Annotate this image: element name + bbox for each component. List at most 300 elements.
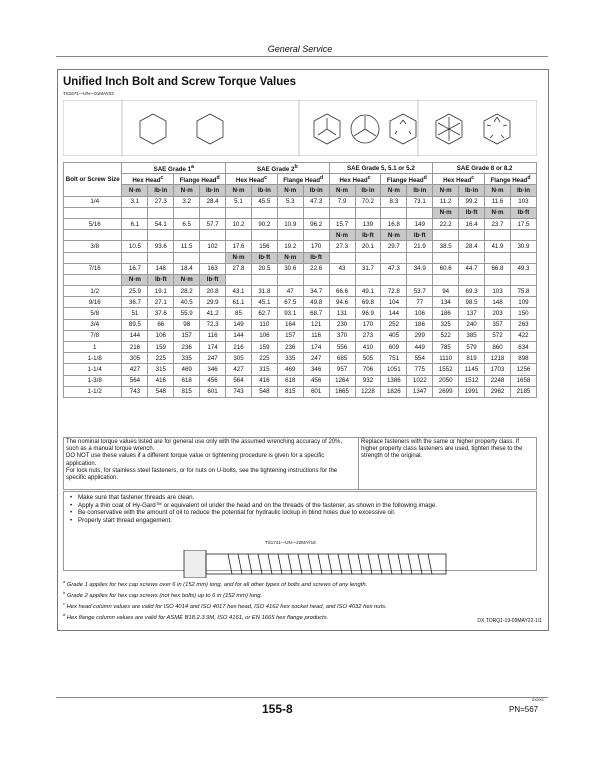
value-cell: 149 (226, 319, 252, 330)
empty-cell (459, 230, 485, 241)
value-cell: 22.2 (433, 218, 459, 229)
value-cell: 159 (251, 342, 277, 353)
empty-cell (200, 252, 226, 263)
empty-cell (277, 230, 303, 241)
table-row (64, 218, 537, 229)
unit-cell: N·m (122, 274, 148, 285)
value-cell: 27.1 (148, 297, 174, 308)
value-cell: 16.8 (381, 218, 407, 229)
value-cell: 2050 (433, 375, 459, 386)
value-cell: 601 (303, 386, 329, 397)
value-cell: 554 (407, 353, 433, 364)
unit-cell: N·m (226, 252, 252, 263)
value-cell: 57.7 (200, 218, 226, 229)
value-cell: 109 (510, 297, 536, 308)
unit-cell: lb·in (355, 185, 381, 196)
value-cell: 34.7 (303, 286, 329, 297)
value-cell: 427 (122, 364, 148, 375)
value-cell: 94.6 (329, 297, 355, 308)
value-cell: 634 (510, 342, 536, 353)
value-cell: 743 (122, 386, 148, 397)
value-cell: 548 (251, 386, 277, 397)
value-cell: 148 (148, 263, 174, 274)
empty-cell (485, 274, 511, 285)
size-cell: 5/8 (64, 308, 122, 319)
value-cell: 41.9 (485, 241, 511, 252)
value-cell: 1658 (510, 375, 536, 386)
list-item: • Apply a thin coat of Hy-Gard™ or equivalent oil under the head and on the threads of the fastener, as shown in the following image. (78, 502, 536, 510)
value-cell: 252 (381, 319, 407, 330)
value-cell: 163 (200, 263, 226, 274)
value-cell: 164 (277, 319, 303, 330)
value-cell: 706 (355, 364, 381, 375)
empty-cell (277, 207, 303, 218)
value-cell: 27.8 (226, 263, 252, 274)
running-header: General Service (267, 44, 333, 54)
table-row (64, 319, 537, 330)
empty-cell (174, 230, 200, 241)
empty-cell (251, 230, 277, 241)
value-cell: 19.1 (148, 286, 174, 297)
value-cell: 121 (303, 319, 329, 330)
value-cell: 29.9 (200, 297, 226, 308)
value-cell: 70.2 (355, 196, 381, 207)
value-cell: 1228 (355, 386, 381, 397)
value-cell: 427 (226, 364, 252, 375)
value-cell: 22.6 (303, 263, 329, 274)
value-cell: 1022 (407, 375, 433, 386)
value-cell: 216 (226, 342, 252, 353)
size-cell: 3/8 (64, 241, 122, 252)
grade-header: SAE Grade 1$^a$ (122, 163, 226, 174)
empty-cell (433, 274, 459, 285)
unit-cell: N·m (381, 185, 407, 196)
value-cell: 1665 (329, 386, 355, 397)
value-cell: 469 (277, 364, 303, 375)
value-cell: 335 (277, 353, 303, 364)
value-cell: 49.3 (510, 263, 536, 274)
empty-cell (64, 230, 122, 241)
table-row (64, 342, 537, 353)
value-cell: 170 (303, 241, 329, 252)
value-cell: 299 (407, 330, 433, 341)
value-cell: 1347 (407, 386, 433, 397)
value-cell: 618 (174, 375, 200, 386)
empty-cell (407, 252, 433, 263)
value-cell: 449 (407, 342, 433, 353)
value-cell: 89.5 (122, 319, 148, 330)
value-cell: 29.7 (381, 241, 407, 252)
footnote: $^c$ Hex head column values are valid for ISO 4014 and ISO 4017 hex head, ISO 4162 hex socket head, and ISO 4032 hex nuts. (63, 600, 387, 610)
empty-cell (355, 274, 381, 285)
value-cell: 47.3 (381, 263, 407, 274)
empty-cell (433, 230, 459, 241)
value-cell: 932 (355, 375, 381, 386)
value-cell: 38.5 (433, 241, 459, 252)
value-cell: 36.7 (122, 297, 148, 308)
value-cell: 41.2 (200, 308, 226, 319)
value-cell: 1264 (329, 375, 355, 386)
value-cell: 8.3 (381, 196, 407, 207)
value-cell: 137 (459, 308, 485, 319)
unit-cell: lb·ft (407, 230, 433, 241)
value-cell: 305 (122, 353, 148, 364)
value-cell: 139 (355, 218, 381, 229)
value-cell: 6.1 (122, 218, 148, 229)
unit-row (64, 207, 537, 218)
value-cell: 3.2 (174, 196, 200, 207)
value-cell: 10.2 (226, 218, 252, 229)
value-cell: 43 (329, 263, 355, 274)
value-cell: 385 (459, 330, 485, 341)
value-cell: 96.9 (355, 308, 381, 319)
value-cell: 174 (303, 342, 329, 353)
value-cell: 37.6 (148, 308, 174, 319)
empty-cell (381, 274, 407, 285)
value-cell: 156 (251, 241, 277, 252)
value-cell: 25.9 (122, 286, 148, 297)
value-cell: 186 (407, 319, 433, 330)
value-cell: 5.3 (277, 196, 303, 207)
value-cell: 103 (510, 196, 536, 207)
footnotes (63, 578, 537, 622)
value-cell: 240 (459, 319, 485, 330)
value-cell: 106 (251, 330, 277, 341)
unit-cell: lb·in (200, 185, 226, 196)
footnote: $^d$ Hex flange column values are valid for ASME B18.2.3.9M, ISO 4161, or EN 1665 hex flange products. (63, 611, 329, 621)
grade8-head-icon (436, 114, 462, 144)
head-type-header: Hex Head$^c$ (122, 174, 174, 185)
unit-cell: lb·ft (251, 252, 277, 263)
empty-cell (64, 252, 122, 263)
note-text: DO NOT use these values if a different torque value or tightening procedure is given for a specific application. (66, 453, 325, 467)
value-cell: 370 (329, 330, 355, 341)
value-cell: 47 (277, 286, 303, 297)
empty-cell (329, 207, 355, 218)
value-cell: 1110 (433, 353, 459, 364)
unit-row (64, 274, 537, 285)
note-text: Replace fasteners with the same or higher property class. If higher property class fasteners are used, tighten these to the strength of the original. (361, 439, 523, 460)
value-cell: 51 (122, 308, 148, 319)
head-type-header: Hex Head$^c$ (433, 174, 485, 185)
value-cell: 815 (277, 386, 303, 397)
empty-cell (251, 207, 277, 218)
list-item: • Make sure that fastener threads are clean. (78, 494, 536, 502)
unit-cell: lb·in (459, 185, 485, 196)
value-cell: 11.6 (485, 196, 511, 207)
empty-cell (407, 274, 433, 285)
empty-cell (329, 274, 355, 285)
value-cell: 27.3 (148, 196, 174, 207)
torque-table (63, 162, 537, 398)
grade1-head-icon (140, 114, 166, 144)
footer-rule (56, 697, 548, 698)
value-cell: 106 (148, 330, 174, 341)
value-cell: 556 (329, 342, 355, 353)
size-cell: 7/16 (64, 263, 122, 274)
unit-row (64, 252, 537, 263)
value-cell: 106 (407, 308, 433, 319)
value-cell: 93.1 (277, 308, 303, 319)
value-cell: 572 (485, 330, 511, 341)
grade5-head-icon (314, 114, 340, 144)
value-cell: 159 (148, 342, 174, 353)
value-cell: 315 (148, 364, 174, 375)
empty-cell (64, 274, 122, 285)
bolt-head-markings-figure (63, 100, 537, 156)
table-row (64, 308, 537, 319)
empty-cell (485, 230, 511, 241)
grade-header: SAE Grade 8 or 8.2 (433, 163, 537, 174)
value-cell: 216 (122, 342, 148, 353)
unit-row (64, 230, 537, 241)
empty-cell (200, 230, 226, 241)
size-cell: 1-3/8 (64, 375, 122, 386)
list-item: • Properly start thread engagement. (78, 517, 536, 525)
empty-cell (303, 230, 329, 241)
value-cell: 157 (174, 330, 200, 341)
value-cell: 94 (433, 286, 459, 297)
value-cell: 564 (122, 375, 148, 386)
value-cell: 73.1 (407, 196, 433, 207)
empty-cell (200, 207, 226, 218)
value-cell: 236 (277, 342, 303, 353)
value-cell: 2185 (510, 386, 536, 397)
value-cell: 103 (485, 286, 511, 297)
unit-cell: lb·ft (303, 252, 329, 263)
value-cell: 5.1 (226, 196, 252, 207)
empty-cell (510, 274, 536, 285)
grade82-head-icon (484, 114, 510, 144)
value-cell: 957 (329, 364, 355, 375)
value-cell: 785 (433, 342, 459, 353)
size-header: Bolt or Screw Size (64, 163, 122, 197)
value-cell: 548 (148, 386, 174, 397)
value-cell: 20.1 (355, 241, 381, 252)
value-cell: 405 (381, 330, 407, 341)
value-cell: 15.7 (329, 218, 355, 229)
unit-cell: N·m (226, 185, 252, 196)
value-cell: 134 (433, 297, 459, 308)
empty-cell (459, 252, 485, 263)
value-cell: 47.3 (303, 196, 329, 207)
value-cell: 203 (485, 308, 511, 319)
empty-cell (226, 274, 252, 285)
value-cell: 1991 (459, 386, 485, 397)
empty-cell (174, 252, 200, 263)
head-type-header: Flange Head$^d$ (277, 174, 329, 185)
empty-cell (303, 207, 329, 218)
value-cell: 17.5 (510, 218, 536, 229)
footnote: $^a$ Grade 1 applies for hex cap screws over 6 in (152 mm) long, and for all other types of bolts and screws of any length. (63, 579, 368, 588)
value-cell: 61.1 (226, 297, 252, 308)
table-row (64, 241, 537, 252)
table-row (64, 386, 537, 397)
unit-cell: N·m (277, 252, 303, 263)
value-cell: 31.7 (355, 263, 381, 274)
value-cell: 27.3 (329, 241, 355, 252)
empty-cell (277, 274, 303, 285)
unit-cell: N·m (174, 274, 200, 285)
value-cell: 6.5 (174, 218, 200, 229)
value-cell: 20.5 (251, 263, 277, 274)
value-cell: 743 (226, 386, 252, 397)
grade51-head-icon (351, 115, 379, 143)
footnote: $^b$ Grade 2 applies for hex cap screws (not hex bolts) up to 6 in (152 mm) long. (63, 589, 263, 599)
value-cell: 335 (174, 353, 200, 364)
value-cell: 236 (174, 342, 200, 353)
size-cell: 1 (64, 342, 122, 353)
value-cell: 346 (200, 364, 226, 375)
value-cell: 325 (433, 319, 459, 330)
torque-notes (63, 437, 537, 490)
unit-cell: lb·ft (459, 207, 485, 218)
size-cell: 7/8 (64, 330, 122, 341)
value-cell: 149 (407, 218, 433, 229)
value-cell: 1512 (459, 375, 485, 386)
value-cell: 16.4 (459, 218, 485, 229)
value-cell: 69.3 (459, 286, 485, 297)
value-cell: 75.8 (510, 286, 536, 297)
table-row (64, 297, 537, 308)
value-cell: 230 (329, 319, 355, 330)
head-type-header: Hex Head$^c$ (226, 174, 278, 185)
unit-cell: N·m (174, 185, 200, 196)
value-cell: 68.7 (303, 308, 329, 319)
empty-cell (148, 252, 174, 263)
value-cell: 10.5 (122, 241, 148, 252)
size-cell: 1-1/2 (64, 386, 122, 397)
figure-id: TS1741—UN—22MAY18 (265, 540, 316, 545)
value-cell: 90.2 (251, 218, 277, 229)
size-cell: 1-1/8 (64, 353, 122, 364)
value-cell: 186 (433, 308, 459, 319)
empty-cell (510, 252, 536, 263)
value-cell: 579 (459, 342, 485, 353)
value-cell: 43.1 (226, 286, 252, 297)
value-cell: 1145 (459, 364, 485, 375)
head-type-header: Flange Head$^d$ (485, 174, 537, 185)
value-cell: 815 (174, 386, 200, 397)
page-number: 155-8 (262, 702, 293, 716)
empty-cell (148, 207, 174, 218)
unit-cell: N·m (277, 185, 303, 196)
figure-id: TS1671—UN—01MAY03 (63, 91, 114, 96)
value-cell: 98.5 (459, 297, 485, 308)
value-cell: 7.9 (329, 196, 355, 207)
unit-cell: N·m (122, 185, 148, 196)
value-cell: 23.7 (485, 218, 511, 229)
table-row (64, 286, 537, 297)
value-cell: 819 (459, 353, 485, 364)
unit-cell: lb·ft (510, 207, 536, 218)
value-cell: 116 (200, 330, 226, 341)
unit-cell: N·m (433, 185, 459, 196)
value-cell: 174 (200, 342, 226, 353)
value-cell: 18.4 (174, 263, 200, 274)
value-cell: 357 (485, 319, 511, 330)
value-cell: 104 (381, 297, 407, 308)
value-cell: 157 (277, 330, 303, 341)
value-cell: 263 (510, 319, 536, 330)
value-cell: 150 (510, 308, 536, 319)
unit-cell: lb·ft (355, 230, 381, 241)
unit-cell: lb·in (510, 185, 536, 196)
value-cell: 45.5 (251, 196, 277, 207)
value-cell: 44.7 (459, 263, 485, 274)
unit-cell: N·m (433, 207, 459, 218)
document-reference: DX,TORQ1-19-09MAY22-1/1 (477, 618, 542, 624)
value-cell: 225 (251, 353, 277, 364)
value-cell: 1218 (485, 353, 511, 364)
value-cell: 609 (381, 342, 407, 353)
value-cell: 751 (381, 353, 407, 364)
value-cell: 505 (355, 353, 381, 364)
value-cell: 315 (251, 364, 277, 375)
value-cell: 469 (174, 364, 200, 375)
value-cell: 225 (148, 353, 174, 364)
empty-cell (355, 207, 381, 218)
value-cell: 34.9 (407, 263, 433, 274)
value-cell: 131 (329, 308, 355, 319)
value-cell: 1051 (381, 364, 407, 375)
size-cell: 5/16 (64, 218, 122, 229)
table-row (64, 196, 537, 207)
value-cell: 11.2 (433, 196, 459, 207)
value-cell: 148 (485, 297, 511, 308)
empty-cell (510, 230, 536, 241)
grade2-head-icon (197, 114, 223, 144)
unit-cell: N·m (329, 230, 355, 241)
list-item: • Be conservative with the amount of oil to reduce the potential for hydraulic lockup in blind holes due to excessive oil. (78, 509, 536, 517)
head-type-header: Flange Head$^d$ (381, 174, 433, 185)
value-cell: 55.9 (174, 308, 200, 319)
value-cell: 69.8 (355, 297, 381, 308)
note-text: For lock nuts, for stainless steel fasteners, or for nuts on U-bolts, see the tightening instructions for the specific application. (66, 467, 338, 482)
empty-cell (174, 207, 200, 218)
empty-cell (381, 252, 407, 263)
unit-cell: N·m (329, 185, 355, 196)
unit-cell: lb·in (303, 185, 329, 196)
value-cell: 40.5 (174, 297, 200, 308)
value-cell: 54.1 (148, 218, 174, 229)
size-cell: 1/2 (64, 286, 122, 297)
value-cell: 49.1 (355, 286, 381, 297)
header-rule (56, 56, 548, 57)
value-cell: 860 (485, 342, 511, 353)
value-cell: 45.1 (251, 297, 277, 308)
unit-cell: lb·ft (148, 274, 174, 285)
value-cell: 247 (200, 353, 226, 364)
value-cell: 28.2 (174, 286, 200, 297)
unit-cell: lb·in (251, 185, 277, 196)
empty-cell (355, 252, 381, 263)
table-row (64, 263, 537, 274)
grade52-head-icon (390, 114, 416, 144)
value-cell: 775 (407, 364, 433, 375)
value-cell: 618 (277, 375, 303, 386)
unit-cell: lb·in (407, 185, 433, 196)
value-cell: 247 (303, 353, 329, 364)
value-cell: 456 (200, 375, 226, 386)
value-cell: 346 (303, 364, 329, 375)
value-cell: 17.6 (226, 241, 252, 252)
empty-cell (122, 230, 148, 241)
note-text: The nominal torque values listed are for general use only with the assumed wrenching accuracy of 20%, such as a manual torque wrench. (66, 439, 343, 453)
value-cell: 2699 (433, 386, 459, 397)
page-code: 0X0X1 (532, 697, 545, 702)
table-row (64, 375, 537, 386)
